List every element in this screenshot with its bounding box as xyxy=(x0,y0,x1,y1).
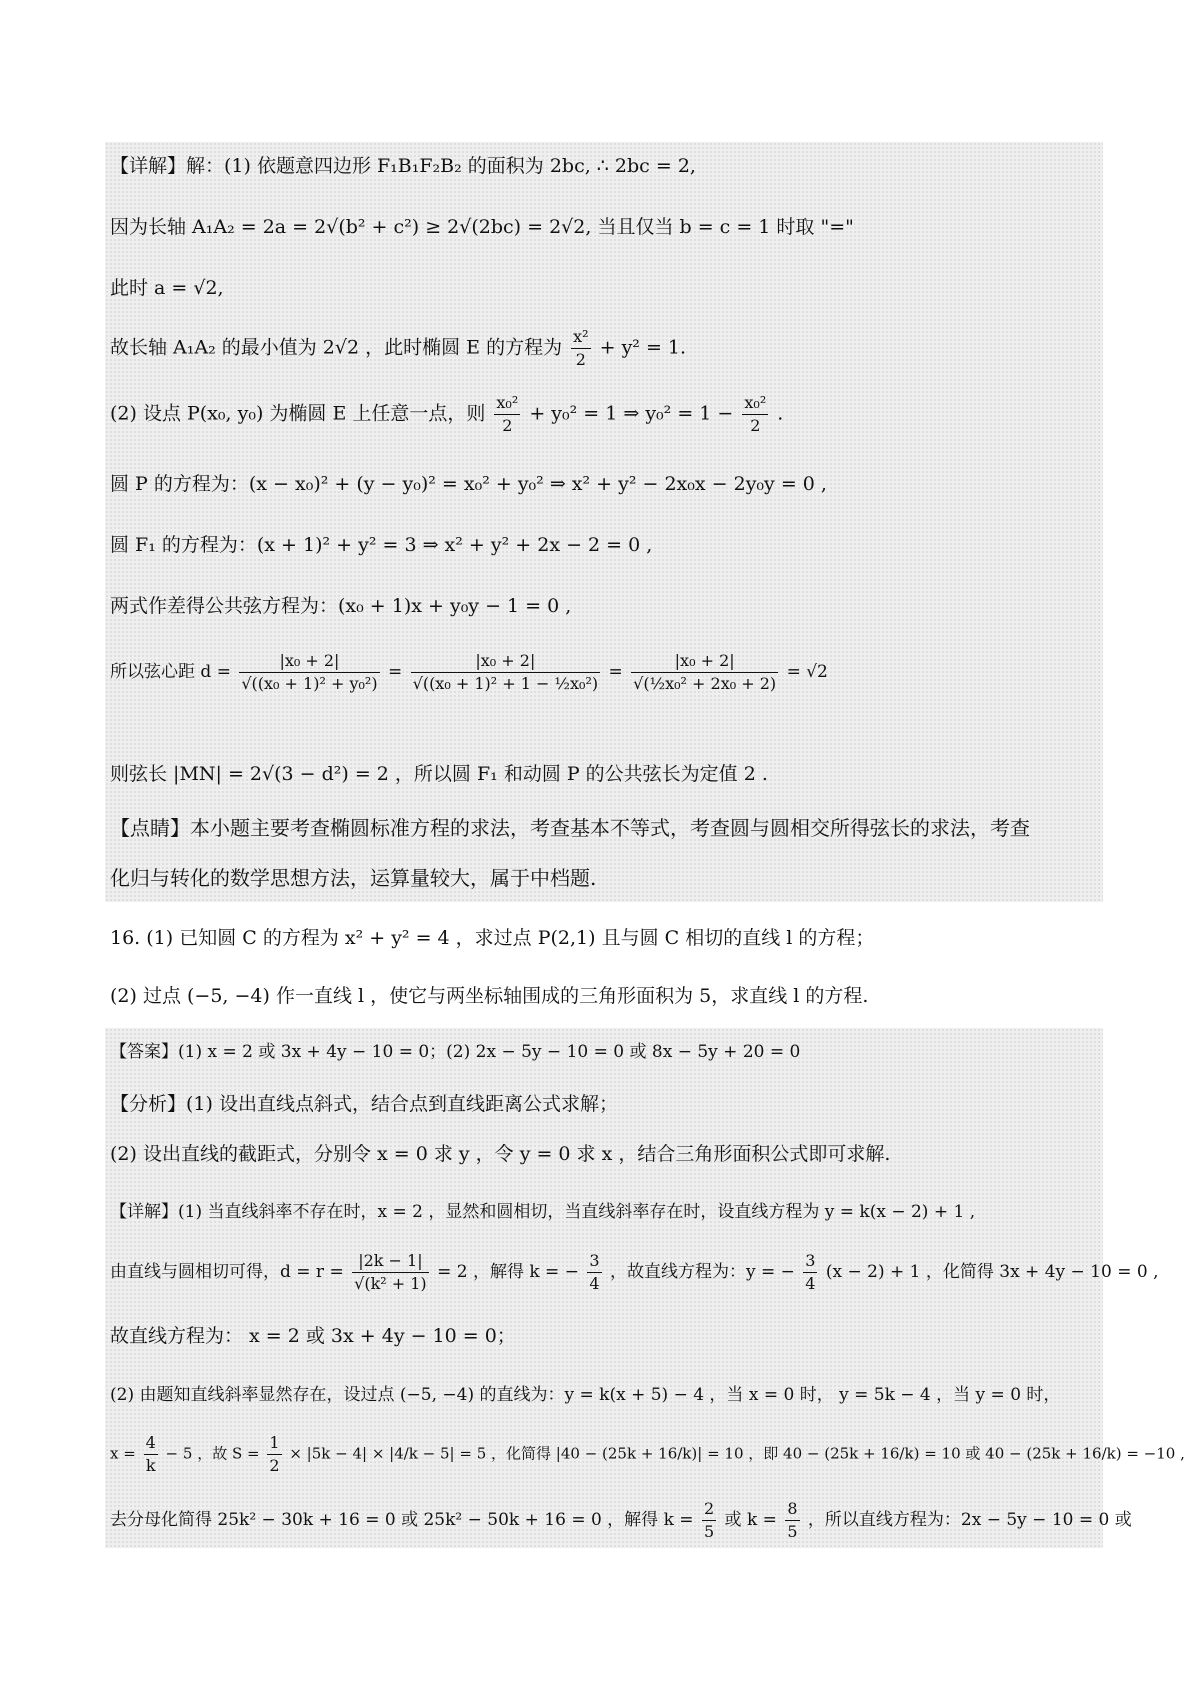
fraction: $\frac{\text{x₀²}}{2}$ xyxy=(744,393,767,435)
fraction: $\frac{\text{x₀²}}{2}$ xyxy=(496,393,519,435)
answer-detail-line-1: 【详解】(1) 当直线斜率不存在时，x = 2 ，显然和圆相切，当直线斜率存在时，设直线方程为 y = k(x − 2) + 1 , xyxy=(110,1202,976,1222)
detail-line-7: 圆 F₁ 的方程为：(x + 1)² + y² = 3 ⇒ x² + y² + 2x − 2 = 0 , xyxy=(110,534,653,556)
analysis-line-2: (2) 设出直线的截距式，分别令 x = 0 求 y ，令 y = 0 求 x ，结合三角形面积公式即可求解. xyxy=(110,1143,891,1165)
detail-line-8: 两式作差得公共弦方程为：(x₀ + 1)x + y₀y − 1 = 0 , xyxy=(110,595,572,617)
detail-line-6: 圆 P 的方程为：(x − x₀)² + (y − y₀)² = x₀² + y₀² ⇒ x² + y² − 2x₀x − 2y₀y = 0 , xyxy=(110,473,827,495)
detail-line-1: 【详解】解：(1) 依题意四边形 F₁B₁F₂B₂ 的面积为 2bc, ∴ 2bc = 2, xyxy=(110,155,696,177)
fraction: $\frac{4}{k}$ xyxy=(145,1433,156,1475)
fraction: $\frac{8}{5}$ xyxy=(787,1499,798,1541)
fraction: $\frac{3}{4}$ xyxy=(589,1251,600,1293)
answer-detail-line-5: x = $\frac{4}{k}$ − 5 ，故 S = $\frac{1}{2}$ × |5k − 4| × |4/k − 5| = 5 ，化简得 |40 − (25k + 16/k)| = 10 ，即 40 − (25k + 16/k) = 10 或 40 − (25k + 16/k) = −10 , xyxy=(110,1433,1185,1475)
fraction: $\frac{2}{5}$ xyxy=(703,1499,715,1541)
detail-line-4: 故长轴 A₁A₂ 的最小值为 2√2 ，此时椭圆 E 的方程为 $\frac{\text{x²}}{2}$ + y² = 1. xyxy=(110,327,687,369)
detail-line-10: 则弦长 |MN| = 2√(3 − d²) = 2 ，所以圆 F₁ 和动圆 P 的公共弦长为定值 2 . xyxy=(110,763,768,785)
fraction: $\frac{\text{|x₀ + 2|}}{\text{√(½x₀² + 2x₀ + 2)}}$ xyxy=(633,651,777,693)
remark-line-2: 化归与转化的数学思想方法，运算量较大，属于中档题. xyxy=(110,866,597,890)
fraction: $\frac{3}{4}$ xyxy=(805,1251,816,1293)
answer-detail-line-2: 由直线与圆相切可得，d = r = $\frac{|2k - 1|}{\text{√(k² + 1)}}$ = 2 ，解得 k = − $\frac{3}{4}$ ，故直线方程为：y = − $\frac{3}{4}$ (x − 2) + 1 ，化简得 3x + 4y − 10 = 0 , xyxy=(110,1251,1159,1293)
question-16-line-2: (2) 过点 (−5, −4) 作一直线 l ，使它与两坐标轴围成的三角形面积为 5，求直线 l 的方程. xyxy=(110,985,869,1007)
remark-line-1: 【点睛】本小题主要考查椭圆标准方程的求法，考查基本不等式，考查圆与圆相交所得弦长的求法，考查 xyxy=(110,816,1030,840)
fraction: $\frac{\text{|x₀ + 2|}}{\text{√((x₀ + 1)² + y₀²)}}$ xyxy=(241,651,378,693)
detail-line-3: 此时 a = √2, xyxy=(110,277,224,299)
question-16-line-1: 16. (1) 已知圆 C 的方程为 x² + y² = 4 ，求过点 P(2,1) 且与圆 C 相切的直线 l 的方程； xyxy=(110,927,875,949)
answer-detail-line-3: 故直线方程为： x = 2 或 3x + 4y − 10 = 0； xyxy=(110,1325,516,1347)
detail-line-5: (2) 设点 P(x₀, y₀) 为椭圆 E 上任意一点，则 $\frac{\text{x₀²}}{2}$ + y₀² = 1 ⇒ y₀² = 1 − $\frac{\text{x₀²}}{2}$ . xyxy=(110,393,784,435)
fraction: $\frac{|2k - 1|}{\text{√(k² + 1)}}$ xyxy=(354,1251,427,1293)
detail-line-2: 因为长轴 A₁A₂ = 2a = 2√(b² + c²) ≥ 2√(2bc) = 2√2, 当且仅当 b = c = 1 时取 "=" xyxy=(110,216,854,238)
fraction: $\frac{\text{x²}}{2}$ xyxy=(573,327,589,369)
detail-line-9: 所以弦心距 d = $\frac{\text{|x₀ + 2|}}{\text{√((x₀ + 1)² + y₀²)}}$ = $\frac{\text{|x₀ + 2|}}{\text{√((x₀ + 1)² + 1 − ½x₀²)}}$ = $\frac{\text{|x₀ + 2|}}{\text{√(½x₀² + 2x₀ + 2)}}$ = √2 xyxy=(110,651,828,693)
analysis-line-1: 【分析】(1) 设出直线点斜式，结合点到直线距离公式求解； xyxy=(110,1093,618,1115)
answer-line: 【答案】(1) x = 2 或 3x + 4y − 10 = 0；(2) 2x − 5y − 10 = 0 或 8x − 5y + 20 = 0 xyxy=(110,1042,801,1062)
fraction: $\frac{1}{2}$ xyxy=(269,1433,280,1475)
answer-detail-line-4: (2) 由题知直线斜率显然存在，设过点 (−5, −4) 的直线为：y = k(x + 5) − 4 ，当 x = 0 时， y = 5k − 4 ，当 y = 0 时， xyxy=(110,1385,1061,1405)
answer-detail-line-6: 去分母化简得 25k² − 30k + 16 = 0 或 25k² − 50k + 16 = 0 ，解得 k = $\frac{2}{5}$ 或 k = $\frac{8}{5}$ ，所以直线方程为：2x − 5y − 10 = 0 或 xyxy=(110,1499,1132,1541)
fraction: $\frac{\text{|x₀ + 2|}}{\text{√((x₀ + 1)² + 1 − ½x₀²)}}$ xyxy=(412,651,599,693)
solution-block-15 xyxy=(105,142,1103,902)
